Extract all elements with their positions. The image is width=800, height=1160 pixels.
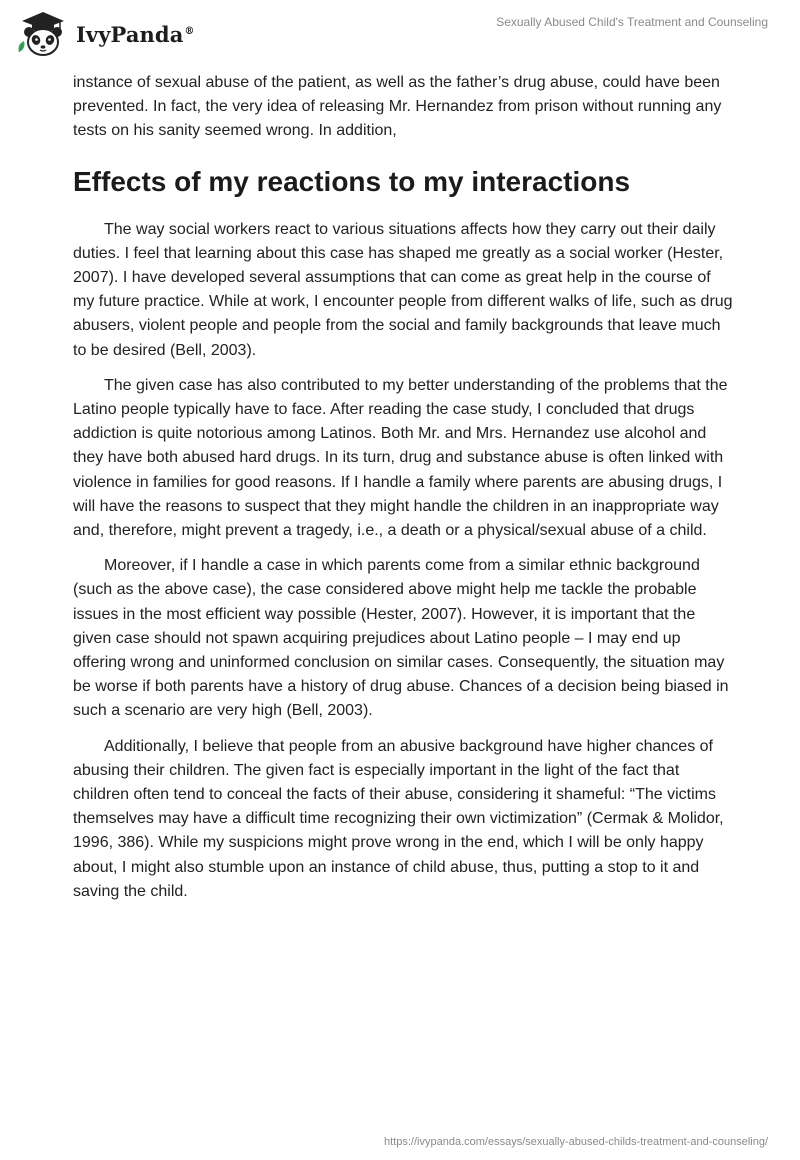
logo-wordmark: IvyPanda® bbox=[76, 21, 195, 47]
page-header bbox=[0, 0, 800, 70]
panda-graduate-icon bbox=[14, 8, 72, 60]
section-heading: Effects of my reactions to my interactions bbox=[73, 165, 631, 197]
ivypanda-logo[interactable] bbox=[14, 8, 195, 60]
document-title: Sexually Abused Child's Treatment and Counseling bbox=[496, 15, 768, 29]
paragraph: The given case has also contributed to my better understanding of the problems that the Latino people typically have to face. After reading the case study, I concluded that drugs addiction is quite notorious among Latinos. Both Mr. and Mrs. Hernandez use alcohol and they have both abused hard drugs. In its turn, drug and substance abuse is often linked with violence in families for good reasons. If I handle a family where parents are abusing drugs, I will have the reasons to suspect that they might handle the children in an inappropriate way and, therefore, might prevent a tragedy, i.e., a death or a physical/sexual abuse of a child. bbox=[73, 376, 728, 540]
paragraph: Additionally, I believe that people from an abusive background have higher chances of abusing their children. The given fact is especially important in the light of the fact that children often tend to conceal the facts of their abuse, considering it shameful: “The victims themselves may have a difficult time recognizing their own victimization” (Cermak & Molidor, 1996, 386). While my suspicions might prove wrong in the end, which I will be only happy about, I might also stumble upon an instance of child abuse, thus, putting a stop to it and saving the child. bbox=[73, 737, 724, 900]
paragraph-intro: instance of sexual abuse of the patient, as well as the father’s drug abuse, could have been prevented. In fact, the very idea of releasing Mr. Hernandez from prison without running any tests on his sanity seemed wrong. In addition, bbox=[73, 74, 722, 140]
paragraph: The way social workers react to various situations affects how they carry out their daily duties. I feel that learning about this case has shaped me greatly as a social worker (Hester, 2007). I have developed several assumptions that can come as great help in the course of my future practice. While at work, I encounter people from different walks of life, such as drug abusers, violent people and people from the social and family backgrounds that leave much to be desired (Bell, 2003). bbox=[73, 220, 733, 359]
registered-mark: ® bbox=[184, 25, 195, 37]
source-url-link[interactable]: https://ivypanda.com/essays/sexually-abused-childs-treatment-and-counseling/ bbox=[384, 1136, 768, 1148]
essay-content bbox=[73, 70, 733, 915]
paragraph: Moreover, if I handle a case in which parents come from a similar ethnic background (such as the above case), the case considered above might help me tackle the probable issues in the most efficient way possible (Hester, 2007). However, it is important that the given case should not spawn acquiring prejudices about Latino people – I may end up offering wrong and uninformed conclusion on similar cases. Consequently, the situation may be worse if both parents have a history of drug abuse. Chances of a decision being biased in such a scenario are very high (Bell, 2003). bbox=[73, 557, 729, 720]
